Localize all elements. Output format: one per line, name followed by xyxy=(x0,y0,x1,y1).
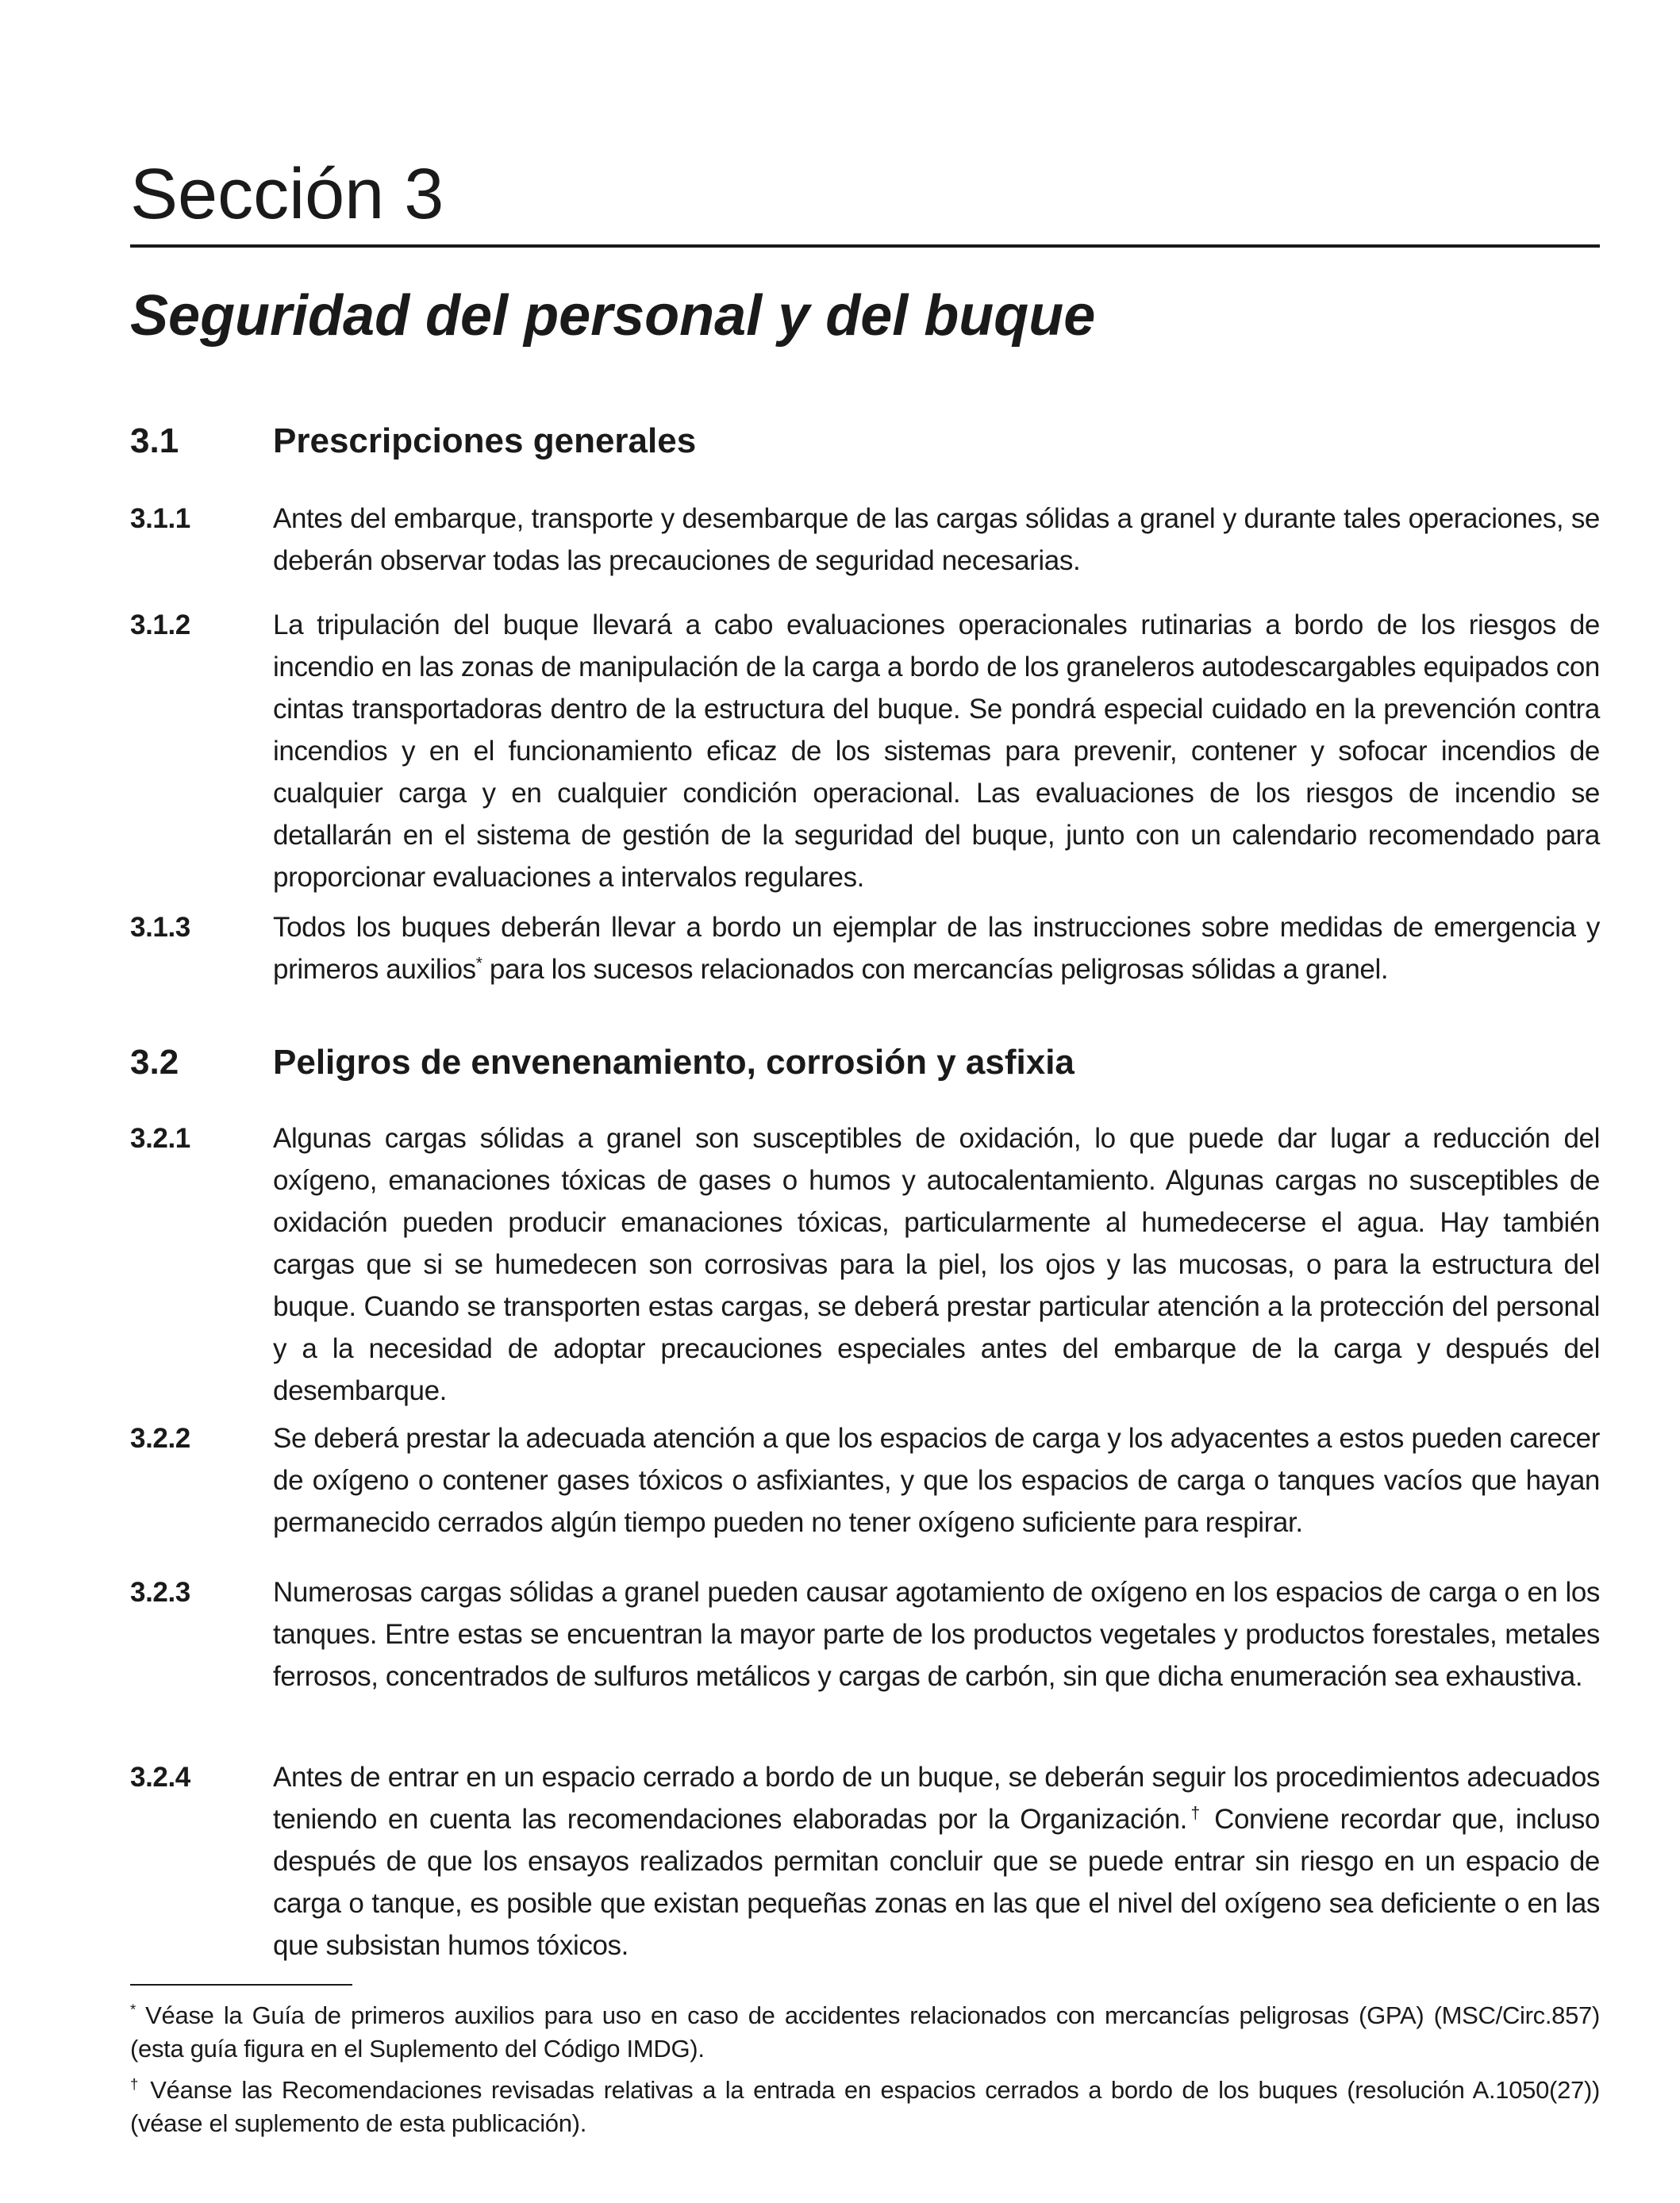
footnote-1 xyxy=(130,1999,1600,2066)
title-divider xyxy=(130,244,1600,248)
paragraph-number: 3.2.3 xyxy=(130,1577,190,1608)
paragraph-text: Numerosas cargas sólidas a granel pueden causar agotamiento de oxígeno en los espacios de carga o en los tanques. Entre estas se encuentran la mayor parte de los productos vegetales y productos forestales, metales ferrosos, concentrados de sulfuros metálicos y cargas de carbón, sin que dicha enumeración sea exhaustiva. xyxy=(273,1577,1600,1692)
footnote-mark: † xyxy=(130,2075,141,2093)
footnote-ref[interactable]: † xyxy=(1187,1804,1204,1823)
paragraph-text: Antes del embarque, transporte y desembarque de las cargas sólidas a granel y durante tales operaciones, se deberán observar todas las precauciones de seguridad necesarias. xyxy=(273,503,1600,576)
paragraph-3-1-1 xyxy=(130,498,1600,582)
paragraph-number: 3.1.1 xyxy=(130,503,190,534)
paragraph-3-2-2 xyxy=(130,1417,1600,1544)
text-part: Conviene recordar que, incluso después de que los ensayos realizados permitan concluir que se puede entrar sin riesgo en un espacio de carga o tanque, es posible que existan pequeñas zonas en las que el nivel del oxígeno sea deficiente o en las que subsistan humos tóxicos. xyxy=(273,1804,1600,1961)
footnote-divider xyxy=(130,1984,352,1986)
paragraph-number: 3.2.2 xyxy=(130,1423,190,1454)
paragraph-number: 3.1.3 xyxy=(130,912,190,943)
paragraph-text xyxy=(273,906,1600,990)
text-part: para los sucesos relacionados con mercancías peligrosas sólidas a granel. xyxy=(482,954,1389,985)
footnote-text: Véase la Guía de primeros auxilios para uso en caso de accidentes relacionados con mercancías peligrosas (GPA) (MSC/Circ.857) (esta guía figura en el Suplemento del Código IMDG). xyxy=(130,2001,1600,2063)
heading-number: 3.1 xyxy=(130,421,179,460)
footnote-mark: * xyxy=(130,2001,136,2018)
heading-number: 3.2 xyxy=(130,1043,179,1082)
text-part: Todos los buques deberán llevar a bordo un ejemplar de las instrucciones sobre medidas de emergencia y primeros auxilios xyxy=(273,912,1600,985)
heading-text: Prescripciones generales xyxy=(273,421,697,460)
footnote-2 xyxy=(130,2074,1600,2140)
paragraph-3-2-3 xyxy=(130,1571,1600,1697)
paragraph-text: Algunas cargas sólidas a granel son susceptibles de oxidación, lo que puede dar lugar a reducción del oxígeno, emanaciones tóxicas de gases o humos y autocalentamiento. Algunas cargas no susceptibles de oxidación pueden producir emanaciones tóxicas, particularmente al humedecerse el agua. Hay también cargas que si se humedecen son corrosivas para la piel, los ojos y las mucosas, o para la estructura del buque. Cuando se transporten estas cargas, se deberá prestar particular atención a la protección del personal y a la necesidad de adoptar precauciones especiales antes del embarque de la carga y después del desembarque. xyxy=(273,1123,1600,1406)
footnote-text: Véanse las Recomendaciones revisadas relativas a la entrada en espacios cerrados a bordo de los buques (resolución A.1050(27)) (véase el suplemento de esta publicación). xyxy=(130,2076,1600,2137)
footnote-ref[interactable]: * xyxy=(475,954,482,973)
section-subtitle: Seguridad del personal y del buque xyxy=(130,284,1096,348)
heading-text: Peligros de envenenamiento, corrosión y asfixia xyxy=(273,1043,1075,1082)
paragraph-text: Se deberá prestar la adecuada atención a que los espacios de carga y los adyacentes a estos pueden carecer de oxígeno o contener gases tóxicos o asfixiantes, y que los espacios de carga o tanques vacíos que hayan permanecido cerrados algún tiempo pueden no tener oxígeno suficiente para respirar. xyxy=(273,1423,1600,1538)
paragraph-number: 3.2.4 xyxy=(130,1762,190,1793)
paragraph-number: 3.2.1 xyxy=(130,1123,190,1154)
paragraph-text xyxy=(273,1756,1600,1967)
paragraph-3-1-2 xyxy=(130,604,1600,898)
paragraph-3-2-4 xyxy=(130,1756,1600,1967)
paragraph-3-2-1 xyxy=(130,1117,1600,1412)
section-title: Sección 3 xyxy=(130,155,444,234)
paragraph-3-1-3 xyxy=(130,906,1600,990)
text-part: Antes de entrar en un espacio cerrado a bordo de un buque, se deberán seguir los procedimientos adecuados teniendo en cuenta las recomendaciones elaboradas por la Organización. xyxy=(273,1762,1600,1835)
paragraph-text: La tripulación del buque llevará a cabo evaluaciones operacionales rutinarias a bordo de los riesgos de incendio en las zonas de manipulación de la carga a bordo de los graneleros autodescargables equipados con cintas transportadoras dentro de la estructura del buque. Se pondrá especial cuidado en la prevención contra incendios y en el funcionamiento eficaz de los sistemas para prevenir, contener y sofocar incendios de cualquier carga y en cualquier condición operacional. Las evaluaciones de los riesgos de incendio se detallarán en el sistema de gestión de la seguridad del buque, junto con un calendario recomendado para proporcionar evaluaciones a intervalos regulares. xyxy=(273,609,1600,893)
paragraph-number: 3.1.2 xyxy=(130,609,190,640)
